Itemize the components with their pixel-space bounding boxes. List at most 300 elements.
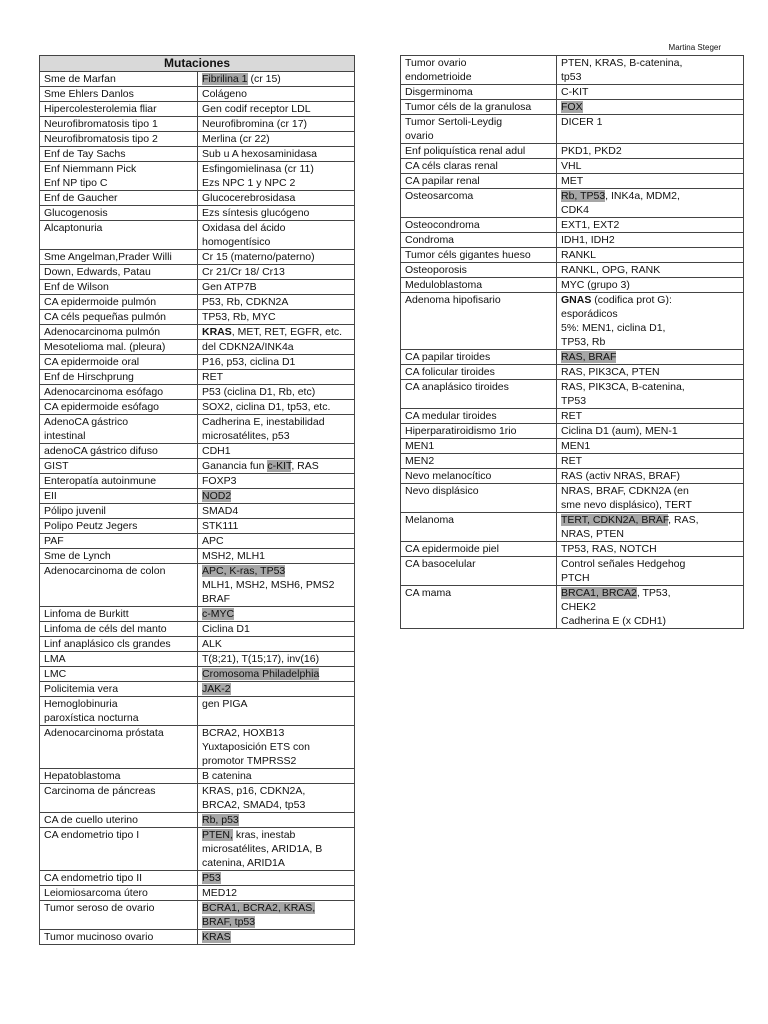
disease-cell (401, 85, 557, 100)
disease-name: Tumor céls gigantes hueso (405, 249, 531, 261)
gene-cell (198, 87, 355, 102)
gene-cell (198, 652, 355, 667)
gene-line (202, 886, 350, 900)
gene-line (202, 72, 350, 86)
table-row (401, 513, 744, 542)
disease-cell (40, 886, 198, 901)
gene-text: 5%: MEN1, ciclina D1, (561, 322, 666, 334)
disease-cell (40, 295, 198, 310)
gene-line (202, 856, 350, 870)
table-row (40, 504, 355, 519)
gene-cell (557, 56, 744, 85)
disease-cell (40, 474, 198, 489)
table-row (40, 622, 355, 637)
highlighted-gene: APC, K-ras, TP53 (202, 565, 286, 577)
gene-line (561, 469, 739, 483)
table-row (401, 469, 744, 484)
gene-text: SMAD4 (202, 505, 239, 517)
disease-name: AdenoCA gástrico (44, 416, 129, 428)
gene-text: Gen codif receptor LDL (202, 103, 311, 115)
gene-text: T(8;21), T(15;17), inv(16) (202, 653, 320, 665)
disease-name: intestinal (44, 430, 86, 442)
disease-cell (40, 489, 198, 504)
disease-name: Alcaptonuria (44, 222, 103, 234)
disease-cell (40, 607, 198, 622)
gene-cell (198, 519, 355, 534)
gene-line (202, 740, 350, 754)
gene-line (561, 203, 739, 217)
disease-cell (40, 637, 198, 652)
gene-line (202, 102, 350, 116)
disease-name: CA folicular tiroides (405, 366, 495, 378)
gene-text: sme nevo displásico), TERT (561, 499, 692, 511)
gene-line (202, 415, 350, 429)
gene-cell (557, 484, 744, 513)
gene-cell (198, 459, 355, 474)
gene-line (202, 682, 350, 696)
gene-line (202, 355, 350, 369)
disease-cell (40, 549, 198, 564)
table-row (401, 293, 744, 350)
table-row (401, 557, 744, 586)
author-name: Martina Steger (668, 43, 721, 52)
gene-text: BCRA2, HOXB13 (202, 727, 285, 739)
gene-text: B catenina (202, 770, 252, 782)
gene-cell (557, 513, 744, 542)
gene-text: Ezs síntesis glucógeno (202, 207, 310, 219)
gene-cell (557, 115, 744, 144)
disease-name: GIST (44, 460, 69, 472)
disease-cell (40, 622, 198, 637)
gene-text: GNAS (561, 294, 592, 306)
gene-line (202, 754, 350, 768)
gene-line (202, 592, 350, 606)
disease-cell (401, 293, 557, 350)
disease-cell (40, 459, 198, 474)
disease-cell (401, 115, 557, 144)
gene-line (202, 798, 350, 812)
table-row (40, 221, 355, 250)
gene-line (202, 549, 350, 563)
gene-text: STK111 (202, 520, 239, 532)
gene-text: del CDKN2A/INK4a (202, 341, 294, 353)
table-row (40, 340, 355, 355)
table-row (401, 439, 744, 454)
gene-cell (198, 72, 355, 87)
gene-text: tp53 (561, 71, 582, 83)
table-row (40, 250, 355, 265)
table-row (401, 454, 744, 469)
gene-cell (557, 85, 744, 100)
disease-cell (401, 144, 557, 159)
disease-cell (40, 519, 198, 534)
gene-line (202, 504, 350, 518)
disease-name: CA epidermoide piel (405, 543, 499, 555)
gene-line (202, 871, 350, 885)
gene-line (561, 380, 739, 394)
table-row (40, 886, 355, 901)
gene-cell (198, 667, 355, 682)
gene-cell (198, 813, 355, 828)
gene-text: IDH1, IDH2 (561, 234, 615, 246)
gene-line (561, 571, 739, 585)
gene-cell (557, 174, 744, 189)
table-row (40, 370, 355, 385)
gene-line (561, 321, 739, 335)
gene-text: (cr 15) (247, 73, 281, 85)
table-row (40, 162, 355, 191)
disease-cell (40, 87, 198, 102)
disease-name: CA papilar tiroides (405, 351, 491, 363)
table-row (401, 248, 744, 263)
table-row (40, 784, 355, 813)
gene-text: Cr 21/Cr 18/ Cr13 (202, 266, 285, 278)
disease-name: paroxística nocturna (44, 712, 139, 724)
gene-line (202, 265, 350, 279)
gene-line (561, 144, 739, 158)
disease-name: CA epidermoide esófago (44, 401, 159, 413)
gene-text: microsatélites, p53 (202, 430, 290, 442)
gene-line (561, 527, 739, 541)
gene-text: Esfingomielinasa (cr 11) (202, 163, 314, 175)
gene-line (202, 176, 350, 190)
gene-line (202, 697, 350, 711)
disease-cell (40, 534, 198, 549)
disease-name: Down, Edwards, Patau (44, 266, 151, 278)
gene-text: KRAS (202, 326, 232, 338)
gene-text: TP53, Rb (561, 336, 606, 348)
gene-cell (198, 682, 355, 697)
table-row (401, 586, 744, 629)
gene-line (202, 930, 350, 944)
table-row (40, 930, 355, 945)
disease-name: Melanoma (405, 514, 455, 526)
table-row (401, 350, 744, 365)
gene-line (202, 607, 350, 621)
disease-cell (40, 697, 198, 726)
gene-cell (198, 325, 355, 340)
table-row (401, 100, 744, 115)
disease-cell (401, 263, 557, 278)
disease-name: CA epidermoide oral (44, 356, 140, 368)
gene-line (561, 557, 739, 571)
highlighted-gene: BCRA1, BCRA2, KRAS, (202, 902, 316, 914)
gene-text: SOX2, ciclina D1, tp53, etc. (202, 401, 331, 413)
highlighted-gene: BRAF, tp53 (202, 916, 256, 928)
gene-cell (198, 400, 355, 415)
disease-cell (401, 454, 557, 469)
highlighted-gene: FOX (561, 101, 583, 113)
table-row (40, 637, 355, 652)
highlighted-gene: TERT, CDKN2A, BRAF (561, 514, 669, 526)
disease-cell (40, 726, 198, 769)
gene-text: FOXP3 (202, 475, 237, 487)
gene-line (561, 159, 739, 173)
gene-cell (557, 380, 744, 409)
gene-line (561, 600, 739, 614)
gene-text: KRAS, p16, CDKN2A, (202, 785, 306, 797)
gene-text: , RAS (291, 460, 319, 472)
table-header-row (40, 56, 355, 72)
disease-name: Adenocarcinoma esófago (44, 386, 164, 398)
gene-line (202, 370, 350, 384)
gene-cell (198, 622, 355, 637)
table-row (40, 325, 355, 340)
gene-line (561, 56, 739, 70)
disease-cell (40, 265, 198, 280)
table-row (40, 265, 355, 280)
gene-line (202, 235, 350, 249)
highlighted-gene: c-MYC (202, 608, 235, 620)
gene-cell (198, 221, 355, 250)
table-row (40, 459, 355, 474)
disease-name: LMC (44, 668, 67, 680)
gene-cell (198, 206, 355, 221)
gene-cell (557, 233, 744, 248)
disease-name: Mesotelioma mal. (pleura) (44, 341, 166, 353)
gene-cell (198, 265, 355, 280)
gene-cell (198, 726, 355, 769)
disease-name: EII (44, 490, 57, 502)
gene-text: esporádicos (561, 308, 618, 320)
disease-name: endometrioide (405, 71, 472, 83)
gene-line (561, 513, 739, 527)
gene-text: RAS, PIK3CA, PTEN (561, 366, 660, 378)
gene-text: EXT1, EXT2 (561, 219, 620, 231)
disease-name: Hepatoblastoma (44, 770, 121, 782)
gene-text: BRCA2, SMAD4, tp53 (202, 799, 306, 811)
table-row (40, 564, 355, 607)
disease-cell (40, 162, 198, 191)
gene-text: PTEN, KRAS, B-catenina, (561, 57, 683, 69)
disease-cell (40, 564, 198, 607)
gene-line (561, 586, 739, 600)
table-row (40, 901, 355, 930)
disease-cell (401, 159, 557, 174)
disease-cell (401, 469, 557, 484)
gene-text: RAS, PIK3CA, B-catenina, (561, 381, 685, 393)
gene-line (202, 667, 350, 681)
gene-line (202, 564, 350, 578)
table-row (401, 380, 744, 409)
table-row (40, 697, 355, 726)
gene-line (202, 828, 350, 842)
gene-text: PTCH (561, 572, 590, 584)
disease-cell (40, 813, 198, 828)
disease-name: Tumor céls de la granulosa (405, 101, 532, 113)
gene-text: Colágeno (202, 88, 247, 100)
gene-text: RET (561, 410, 582, 422)
gene-cell (557, 586, 744, 629)
gene-line (561, 394, 739, 408)
disease-name: CA epidermoide pulmón (44, 296, 157, 308)
disease-name: Adenocarcinoma próstata (44, 727, 164, 739)
disease-cell (40, 828, 198, 871)
gene-cell (198, 871, 355, 886)
gene-cell (557, 159, 744, 174)
disease-name: PAF (44, 535, 64, 547)
gene-line (561, 263, 739, 277)
gene-cell (198, 250, 355, 265)
gene-line (202, 87, 350, 101)
disease-name: Tumor seroso de ovario (44, 902, 155, 914)
gene-text: RANKL (561, 249, 597, 261)
disease-cell (401, 409, 557, 424)
gene-text: MET (561, 175, 584, 187)
highlighted-gene: KRAS (202, 931, 231, 943)
gene-cell (198, 385, 355, 400)
table-row (40, 191, 355, 206)
gene-text: ALK (202, 638, 222, 650)
gene-line (202, 622, 350, 636)
gene-text: Cr 15 (materno/paterno) (202, 251, 315, 263)
gene-line (202, 901, 350, 915)
disease-cell (401, 100, 557, 115)
gene-line (202, 459, 350, 473)
disease-cell (40, 280, 198, 295)
disease-name: Enteropatía autoinmune (44, 475, 157, 487)
gene-line (561, 424, 739, 438)
table-row (401, 263, 744, 278)
gene-text: Sub u A hexosaminidasa (202, 148, 317, 160)
gene-line (561, 542, 739, 556)
table-row (401, 144, 744, 159)
mutations-table-left (39, 55, 355, 945)
gene-cell (198, 504, 355, 519)
gene-line (202, 813, 350, 827)
gene-cell (557, 100, 744, 115)
gene-cell (198, 828, 355, 871)
table-row (40, 385, 355, 400)
table-row (40, 280, 355, 295)
gene-cell (557, 409, 744, 424)
gene-line (561, 498, 739, 512)
gene-cell (198, 162, 355, 191)
disease-cell (401, 365, 557, 380)
gene-text: gen PIGA (202, 698, 248, 710)
disease-cell (40, 147, 198, 162)
gene-text: Neurofibromina (cr 17) (202, 118, 308, 130)
gene-line (202, 534, 350, 548)
gene-cell (198, 415, 355, 444)
gene-text: MEN1 (561, 440, 591, 452)
gene-line (561, 365, 739, 379)
gene-cell (557, 278, 744, 293)
gene-cell (198, 355, 355, 370)
gene-text: RET (561, 455, 582, 467)
gene-line (561, 233, 739, 247)
table-row (40, 310, 355, 325)
gene-text: Cadherina E, inestabilidad (202, 416, 325, 428)
gene-line (202, 842, 350, 856)
table-row (401, 85, 744, 100)
gene-text: RANKL, OPG, RANK (561, 264, 661, 276)
disease-name: Neurofibromatosis tipo 2 (44, 133, 158, 145)
table-row (40, 534, 355, 549)
gene-text: Ciclina D1 (aum), MEN-1 (561, 425, 678, 437)
gene-line (561, 115, 739, 129)
gene-text: DICER 1 (561, 116, 603, 128)
disease-cell (401, 380, 557, 409)
gene-text: TP53, RAS, NOTCH (561, 543, 657, 555)
disease-cell (40, 340, 198, 355)
gene-line (561, 335, 739, 349)
gene-cell (557, 144, 744, 159)
highlighted-gene: Rb, TP53 (561, 190, 606, 202)
gene-text: MLH1, MSH2, MSH6, PMS2 (202, 579, 335, 591)
highlighted-gene: P53 (202, 872, 221, 884)
gene-line (202, 280, 350, 294)
table-row (40, 206, 355, 221)
disease-name: Condroma (405, 234, 455, 246)
gene-line (202, 769, 350, 783)
disease-cell (401, 233, 557, 248)
disease-cell (40, 784, 198, 813)
gene-line (202, 519, 350, 533)
gene-text: TP53, Rb, MYC (202, 311, 276, 323)
gene-line (561, 350, 739, 364)
disease-name: CA endometrio tipo I (44, 829, 140, 841)
gene-line (202, 310, 350, 324)
gene-cell (198, 191, 355, 206)
gene-cell (557, 293, 744, 350)
disease-cell (401, 218, 557, 233)
disease-cell (40, 370, 198, 385)
gene-text: microsatélites, ARID1A, B (202, 843, 323, 855)
gene-line (202, 726, 350, 740)
gene-cell (557, 248, 744, 263)
gene-cell (198, 310, 355, 325)
gene-line (561, 614, 739, 628)
gene-cell (198, 444, 355, 459)
gene-line (561, 484, 739, 498)
disease-cell (40, 385, 198, 400)
gene-line (561, 278, 739, 292)
table-row (40, 828, 355, 871)
gene-text: Merlina (cr 22) (202, 133, 270, 145)
table-row (40, 769, 355, 784)
table-row (401, 218, 744, 233)
table-row (40, 474, 355, 489)
gene-text: , MET, RET, EGFR, etc. (231, 326, 343, 338)
gene-text: kras, inestab (232, 829, 296, 841)
disease-name: Hiperparatiroidismo 1rio (405, 425, 517, 437)
gene-text: Ganancia fun (202, 460, 268, 472)
gene-cell (198, 280, 355, 295)
gene-text: CHEK2 (561, 601, 597, 613)
gene-line (561, 439, 739, 453)
disease-name: Tumor Sertoli-Leydig (405, 116, 503, 128)
disease-name: CA de cuello uterino (44, 814, 138, 826)
gene-cell (198, 489, 355, 504)
gene-text: Yuxtaposición ETS con (202, 741, 310, 753)
disease-name: Osteosarcoma (405, 190, 474, 202)
disease-name: adenoCA gástrico difuso (44, 445, 158, 457)
gene-line (202, 429, 350, 443)
disease-name: Neurofibromatosis tipo 1 (44, 118, 158, 130)
table-row (401, 409, 744, 424)
gene-line (202, 162, 350, 176)
table-row (40, 871, 355, 886)
disease-cell (401, 484, 557, 513)
disease-name: Adenoma hipofisario (405, 294, 501, 306)
disease-cell (40, 72, 198, 87)
gene-text: Ciclina D1 (202, 623, 250, 635)
table-row (40, 415, 355, 444)
disease-name: CA céls claras renal (405, 160, 498, 172)
gene-text: MYC (grupo 3) (561, 279, 630, 291)
gene-cell (557, 424, 744, 439)
